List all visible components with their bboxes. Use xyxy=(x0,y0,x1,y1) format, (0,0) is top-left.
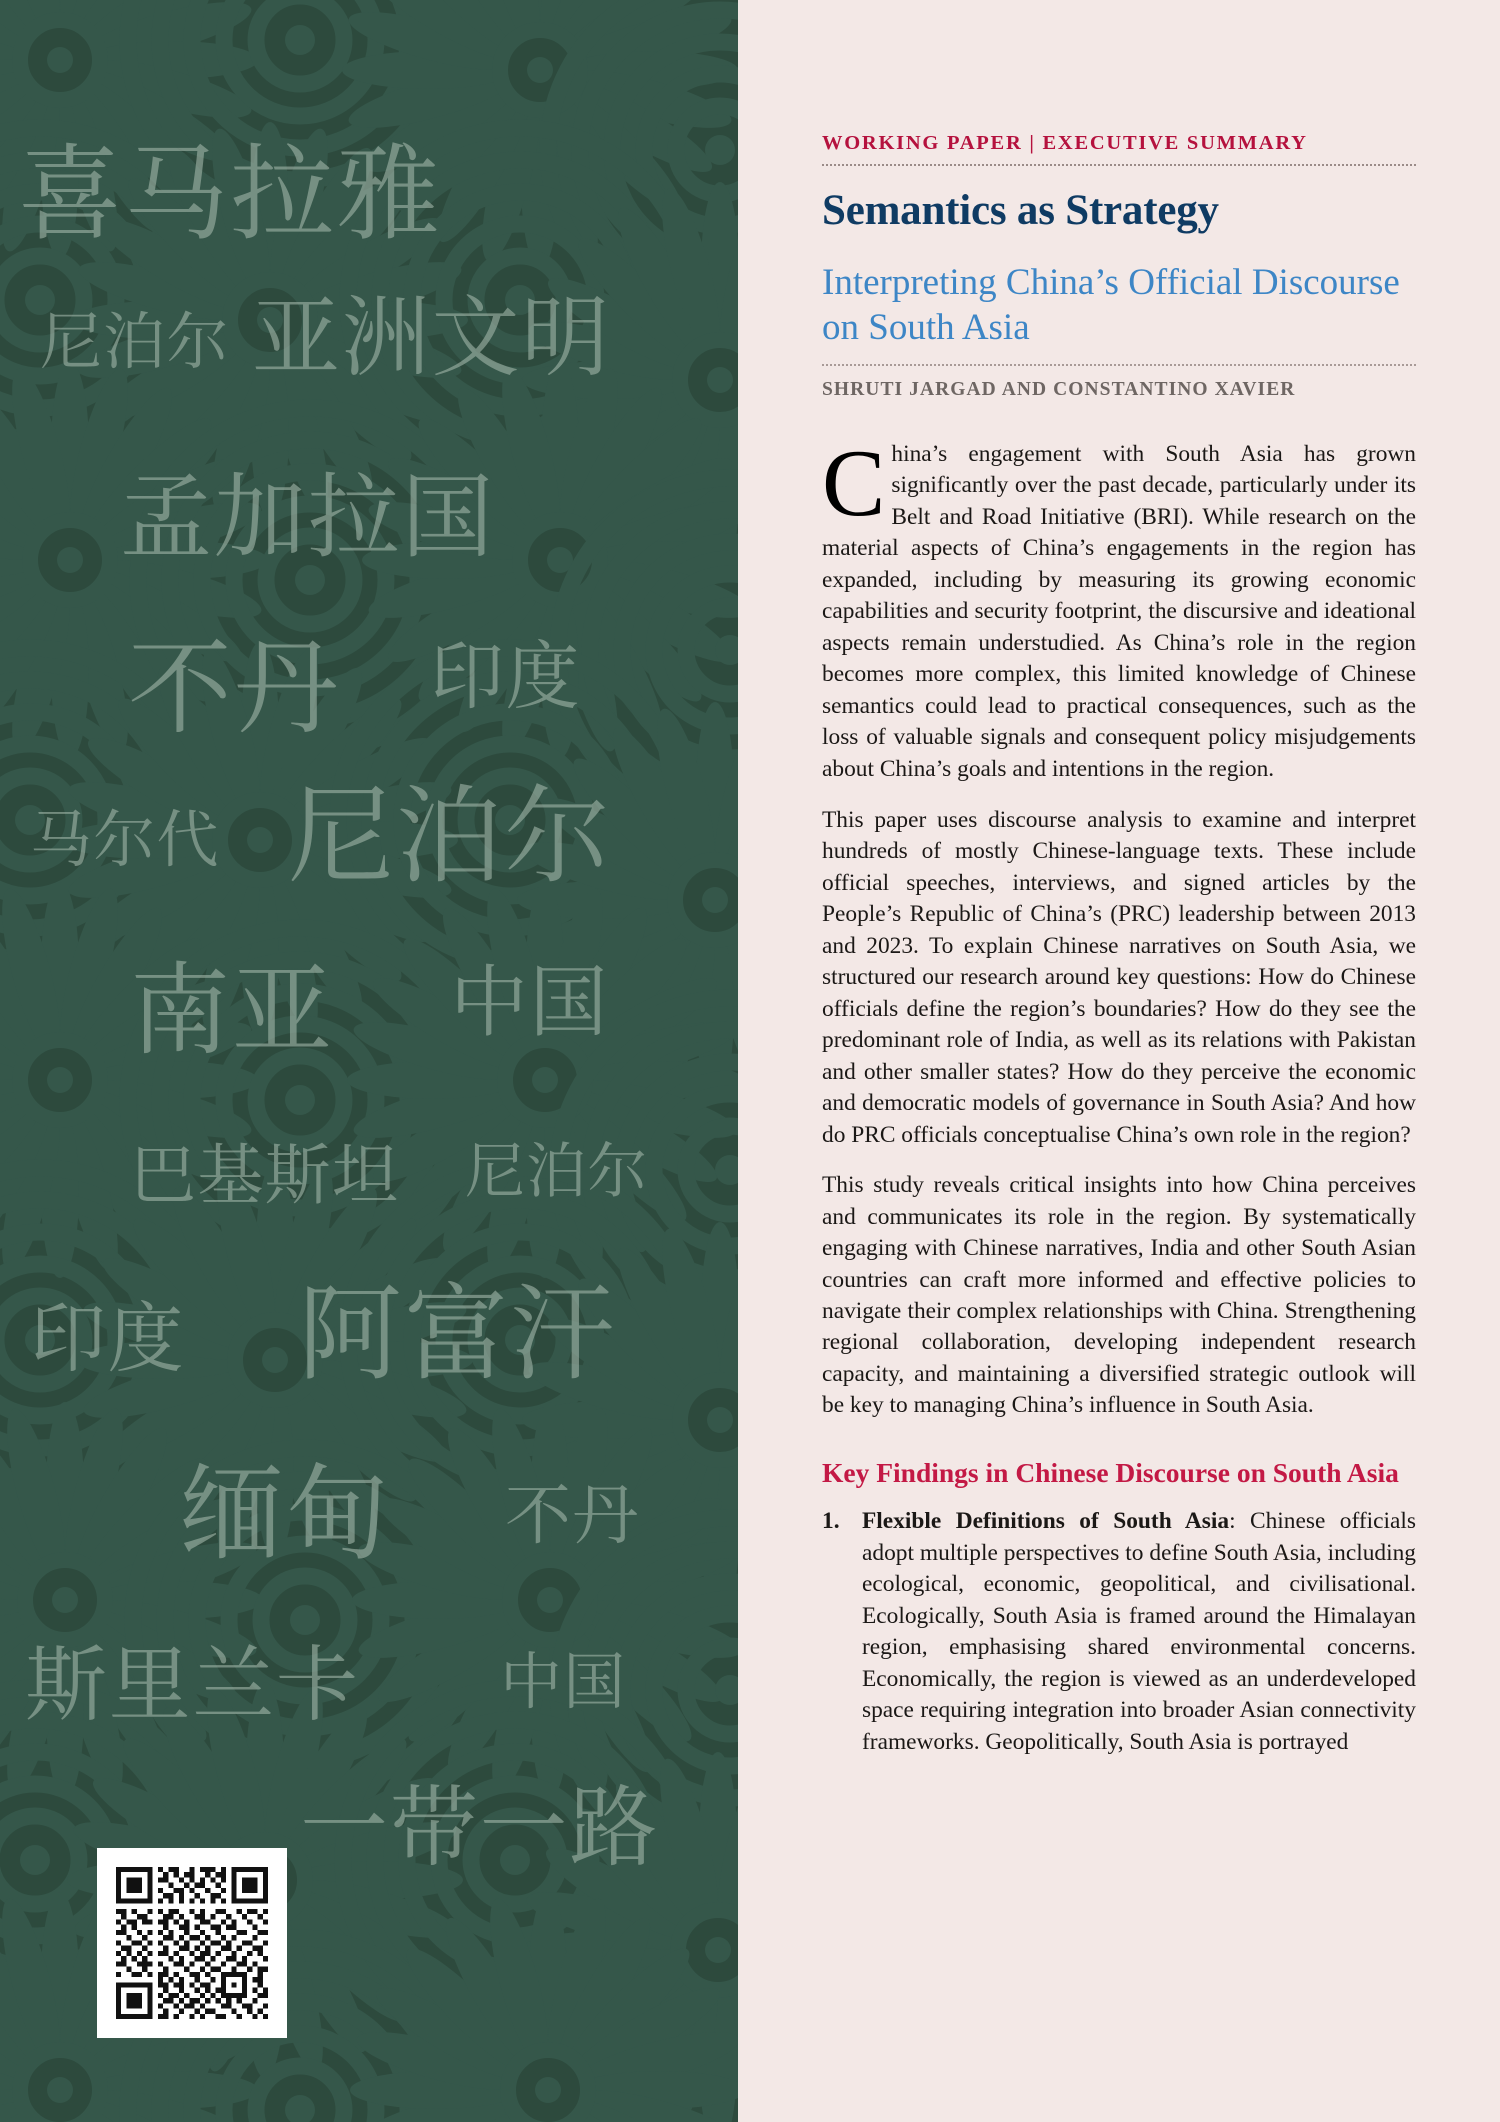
cover-word: 尼泊尔 xyxy=(465,1137,649,1207)
cover-word: 尼泊尔 xyxy=(288,775,613,898)
cover-word: 喜马拉雅 xyxy=(18,133,443,255)
list-item xyxy=(822,1506,1416,1758)
qr-code-image xyxy=(116,1867,268,2019)
cover-panel xyxy=(0,0,738,2122)
author-byline: SHRUTI JARGAD AND CONSTANTINO XAVIER xyxy=(822,378,1296,400)
divider-byline xyxy=(822,364,1416,366)
cover-word: 不丹 xyxy=(128,627,341,749)
page-subtitle: Interpreting China’s Official Discourse on South Asia xyxy=(822,261,1400,348)
kicker-label: WORKING PAPER | EXECUTIVE SUMMARY xyxy=(822,132,1308,154)
content-panel xyxy=(738,0,1500,2122)
cover-word: 中国 xyxy=(500,1645,627,1718)
paragraph-1: China’s engagement with South Asia has grown significantly over the past decade, particularly under its Belt and Road Initiative (BRI). While research on the material aspects of China’s engagements in the region has expanded, including by measuring its growing economic capabilities and security footprint, the discursive and ideational aspects remain understudied. As China’s role in the region becomes more complex, this limited knowledge of Chinese semantics could lead to practical consequences, such as the loss of valuable signals and consequent policy misjudgements about China’s goals and intentions in the region. xyxy=(822,429,1416,782)
cover-word: 印度 xyxy=(430,634,581,720)
cover-word: 亚洲文明 xyxy=(252,286,612,389)
section-heading-key-findings: Key Findings in Chinese Discourse on South Asia xyxy=(822,1456,1399,1488)
cover-word: 一带一路 xyxy=(300,1776,660,1879)
finding-text: : Chinese officials adopt multiple perspectives to define South Asia, including ecological, economic, geopolitical, and civilisational. Ecologically, South Asia is framed around the Himalayan region, emphasising shared environmental concerns. Economically, the region is viewed as an underdeveloped space requiring integration into broader Asian connectivity frameworks. Geopolitically, South Asia is portrayed xyxy=(862,1508,1417,1755)
cover-word: 不丹 xyxy=(505,1477,640,1554)
paragraph-2: This paper uses discourse analysis to examine and interpret hundreds of mostly Chinese-language texts. These include official speeches, interviews, and signed articles by the People’s Republic of China’s (PRC) leadership between 2013 and 2023. To explain Chinese narratives on South Asia, we structured our research around key questions: How do Chinese officials define the region’s boundaries? How do they see the predominant role of India, as well as its relations with Pakistan and other smaller states? How do they perceive the economic and democratic models of governance in South Asia? And how do PRC officials conceptualise China’s own role in the region? xyxy=(822,806,1416,1148)
cover-word: 孟加拉国 xyxy=(120,464,496,571)
qr-code[interactable] xyxy=(97,1848,287,2038)
page-title: Semantics as Strategy xyxy=(822,187,1219,234)
finding-term: Flexible Definitions of South Asia xyxy=(862,1508,1230,1535)
divider-top xyxy=(822,164,1416,166)
cover-word: 尼泊尔 xyxy=(40,305,230,378)
cover-word: 缅甸 xyxy=(180,1453,393,1575)
cover-word: 马尔代 xyxy=(30,803,220,876)
cover-word: 印度 xyxy=(30,1294,186,1383)
cover-word: 中国 xyxy=(450,958,610,1048)
cover-word: 斯里兰卡 xyxy=(25,1638,360,1733)
cover-word: 南亚 xyxy=(130,952,334,1069)
key-findings-list xyxy=(822,1506,1416,1758)
cover-word: 巴基斯坦 xyxy=(130,1137,400,1214)
chinese-word-cloud xyxy=(0,0,738,2122)
paragraph-3: This study reveals critical insights into how China perceives and communicates its role in the region. By systematically engaging with Chinese narratives, India and other South Asian countries can craft more informed and effective policies to navigate their complex relationships with China. Strengthening regional collaboration, developing independent research capacity, and maintaining a diversified strategic outlook will be key to managing China’s influence in South Asia. xyxy=(822,1172,1416,1419)
cover-word: 阿富汗 xyxy=(298,1273,617,1395)
